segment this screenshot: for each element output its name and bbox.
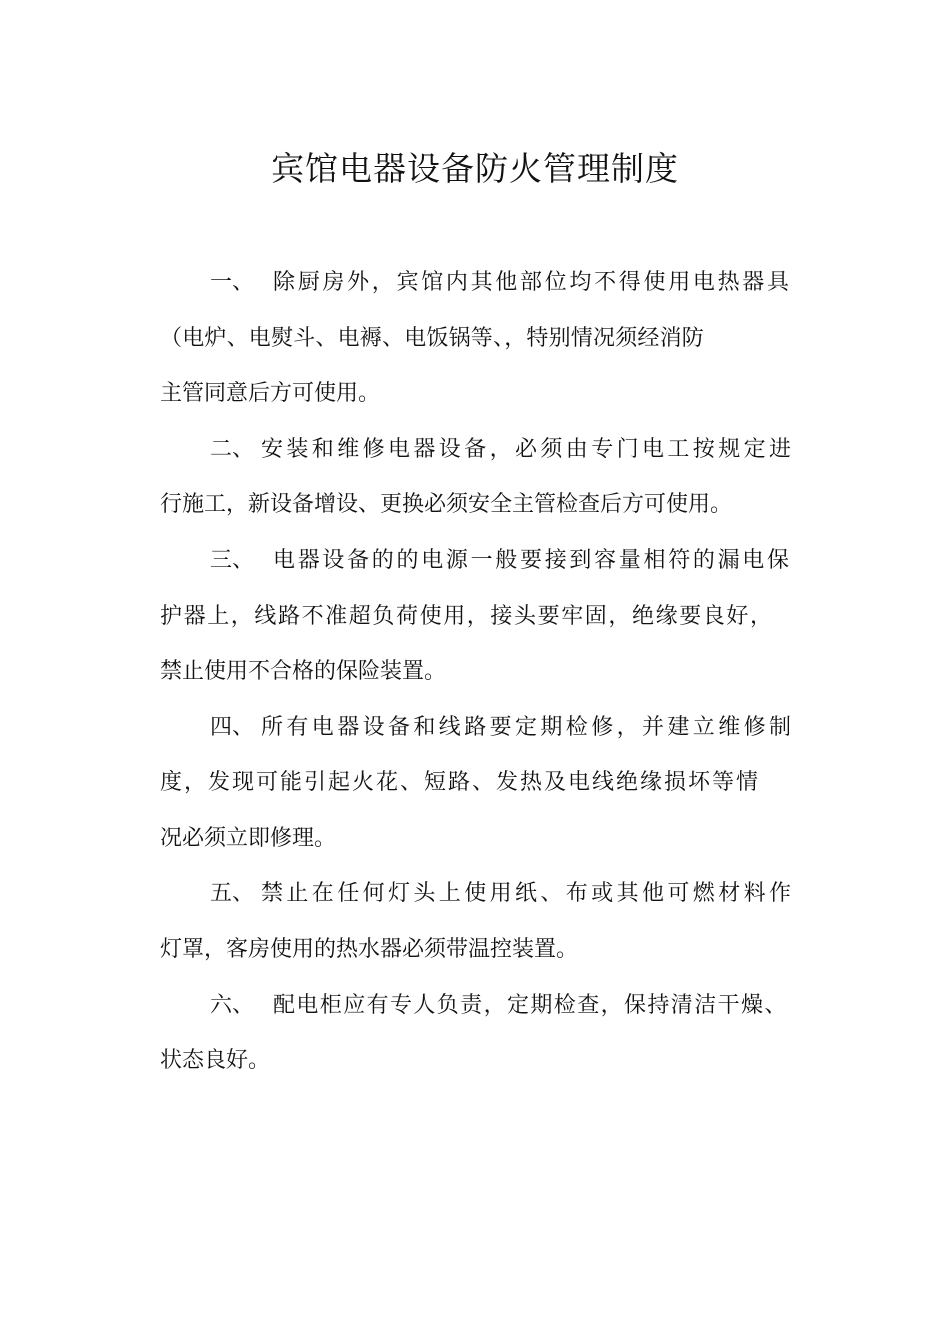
clause-6-number: 六、 [210,993,255,1018]
clause-1-line-2: （电炉、电熨斗、电褥、电饭锅等、，特别情况须经消防 [160,326,705,351]
clause-5-line-1: 禁止在任何灯头上使用纸、布或其他可燃材料作 [261,881,795,906]
clause-3-line-1: 电器设备的的电源一般要接到容量相符的漏电保 [273,548,792,573]
document-title: 宾馆电器设备防火管理制度 [271,149,679,188]
clause-3-line-3: 禁止使用不合格的保险装置。 [160,659,447,684]
clause-1-number: 一、 [210,270,255,295]
clause-2-line-1: 安装和维修电器设备，必须由专门电工按规定进 [261,437,795,462]
clause-1-line-3: 主管同意后方可使用。 [160,381,381,406]
clause-6-line-1: 配电柜应有专人负责，定期检查，保持清洁干燥、 [273,993,788,1018]
clause-4-line-3: 况必须立即修理。 [160,826,337,851]
clause-5-number: 五、 [210,881,255,906]
clause-3-number: 三、 [210,548,255,573]
clause-1-line-1: 除厨房外，宾馆内其他部位均不得使用电热器具 [273,270,792,295]
clause-4-line-1: 所有电器设备和线路要定期检修，并建立维修制 [261,715,795,740]
clause-2-number: 二、 [210,437,255,462]
clause-3-line-2: 护器上，线路不准超负荷使用，接头要牢固，绝缘要良好， [160,604,774,629]
clause-4-line-2: 度，发现可能引起火花、短路、发热及电线绝缘损坏等情 [160,770,761,795]
clause-4-number: 四、 [210,715,255,740]
clause-5-line-2: 灯罩，客房使用的热水器必须带温控装置。 [160,937,579,962]
clause-2-line-2: 行施工，新设备增设、更换必须安全主管检查后方可使用。 [160,492,733,517]
clause-6-line-2: 状态良好。 [160,1048,271,1073]
